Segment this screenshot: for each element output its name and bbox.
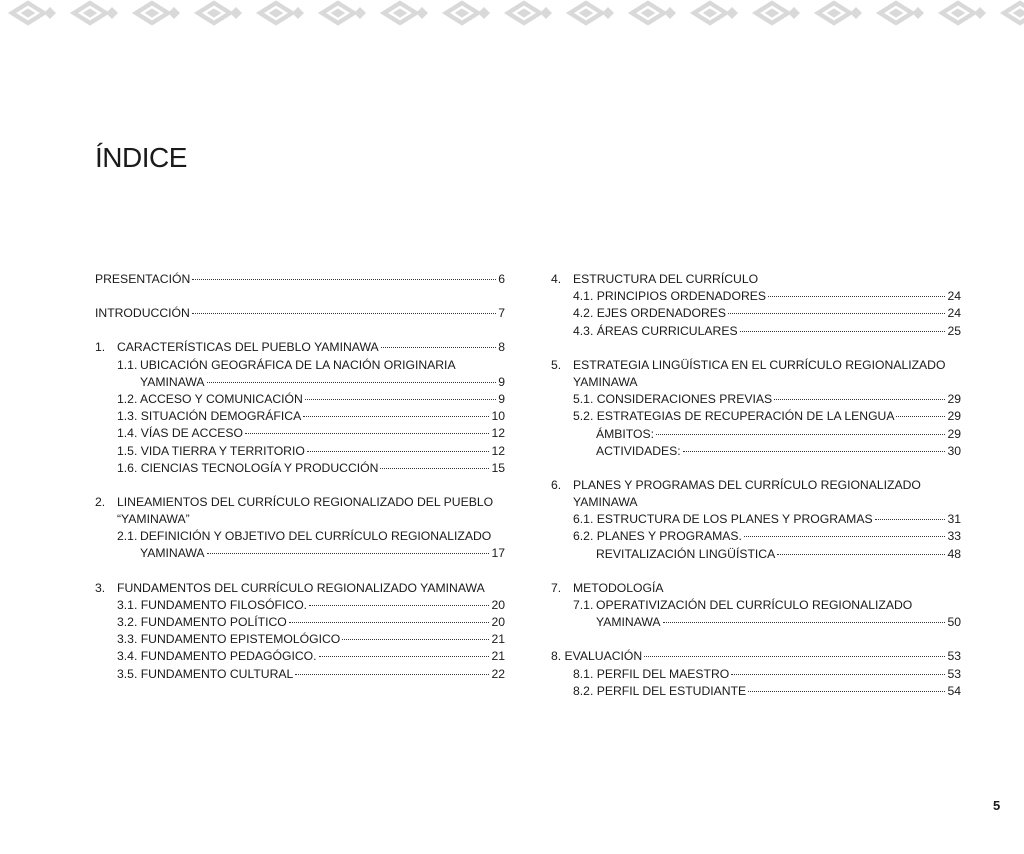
toc-entry-label <box>573 666 961 683</box>
dot-leader <box>728 313 945 314</box>
toc-entry-label <box>117 648 505 665</box>
toc-entry-label <box>596 614 961 631</box>
toc-entry-number: 7.1. <box>573 598 594 612</box>
toc-entry <box>95 580 505 597</box>
toc-entry-label <box>117 580 505 597</box>
dot-leader <box>663 622 946 623</box>
toc-entry-text: 4.1. PRINCIPIOS ORDENADORES <box>573 289 767 304</box>
diamond-motif-icon <box>1001 1 1024 25</box>
toc-entry-page: 30 <box>947 443 961 458</box>
toc-entry-page: 21 <box>491 649 505 664</box>
toc-entry-label <box>117 425 505 442</box>
toc-entry <box>551 374 961 391</box>
toc-entry-label <box>117 391 505 408</box>
toc-entry-text: ESTRATEGIA LINGÜÍSTICA EN EL CURRÍCULO REGIONALIZADO <box>573 357 946 372</box>
toc-entry-label <box>551 648 961 665</box>
toc-entry-text: 1.6. CIENCIAS TECNOLOGÍA Y PRODUCCIÓN <box>117 460 379 475</box>
toc-entry <box>95 614 505 631</box>
toc-entry-text: 3.2. FUNDAMENTO POLÍTICO <box>117 615 287 629</box>
dot-leader <box>207 382 497 383</box>
toc-entry-number: 1.1. <box>117 357 138 372</box>
toc-entry-text: 5.2. ESTRATEGIAS DE RECUPERACIÓN DE LA LENGUA <box>573 409 895 424</box>
dot-leader <box>309 605 489 606</box>
toc-entry <box>551 597 961 614</box>
toc-entry-text: YAMINAWA <box>140 374 205 389</box>
toc-left-column <box>95 271 505 683</box>
dot-leader <box>744 536 946 537</box>
diamond-motif-icon <box>195 1 242 25</box>
toc-entry-label <box>596 546 961 563</box>
toc-entry-page: 8 <box>498 340 505 355</box>
dot-leader <box>774 399 945 400</box>
toc-entry <box>551 580 961 597</box>
toc-entry-page: 24 <box>947 289 961 304</box>
toc-entry-number: 4. <box>551 272 562 286</box>
toc-entry <box>95 460 505 477</box>
dot-leader <box>768 296 945 297</box>
toc-entry-label <box>573 580 961 597</box>
diamond-motif-icon <box>319 1 366 25</box>
toc-entry-label <box>573 408 961 425</box>
toc-entry <box>551 528 961 545</box>
toc-entry-page: 29 <box>947 426 961 441</box>
toc-entry-text: 3.1. FUNDAMENTO FILOSÓFICO. <box>117 597 308 612</box>
toc-entry-text: 1.5. VIDA TIERRA Y TERRITORIO <box>117 443 305 458</box>
toc-entry-label <box>573 323 961 340</box>
toc-entry-text: 8.1. PERFIL DEL MAESTRO <box>573 666 730 681</box>
dot-leader <box>319 656 490 657</box>
toc-entry <box>551 271 961 288</box>
toc-entry <box>95 511 505 528</box>
diamond-motif-icon <box>753 1 800 25</box>
page-number: 5 <box>993 798 1001 813</box>
toc-entry-text: REVITALIZACIÓN LINGÜÍSTICA <box>596 546 776 561</box>
toc-entry <box>95 339 505 356</box>
toc-entry-label <box>573 391 961 408</box>
toc-entry <box>95 597 505 614</box>
dot-leader <box>777 554 945 555</box>
toc-entry <box>551 666 961 683</box>
toc-entry-number: 5. <box>551 357 562 372</box>
diamond-motif-icon <box>939 1 986 25</box>
toc-entry-page: 17 <box>491 546 505 561</box>
toc-entry-text: ESTRUCTURA DEL CURRÍCULO <box>573 272 759 286</box>
toc-entry-page: 15 <box>491 460 505 475</box>
toc-entry <box>95 271 505 288</box>
toc-entry-label <box>117 511 505 528</box>
toc-entry-text: DEFINICIÓN Y OBJETIVO DEL CURRÍCULO REGIONALIZADO <box>140 529 492 544</box>
toc-entry-label <box>596 597 961 614</box>
toc-entry-text: 8.2. PERFIL DEL ESTUDIANTE <box>573 683 747 698</box>
dot-leader <box>342 639 489 640</box>
toc-entry <box>551 614 961 631</box>
toc-entry-text: METODOLOGÍA <box>573 580 664 595</box>
dot-leader <box>748 691 945 692</box>
toc-entry-page: 7 <box>498 306 505 321</box>
diamond-motif-icon <box>381 1 428 25</box>
dot-leader <box>305 399 496 400</box>
diamond-motif-icon <box>443 1 490 25</box>
toc-entry-number: 3. <box>95 580 106 595</box>
toc-entry-page: 12 <box>491 426 505 441</box>
toc-entry-page: 20 <box>491 615 505 629</box>
decorative-border <box>0 0 1024 32</box>
diamond-motif-icon <box>257 1 304 25</box>
toc-entry-number: 2.1. <box>117 529 138 544</box>
toc-entry-page: 31 <box>947 512 961 527</box>
toc-entry-text: ÁMBITOS: <box>596 426 655 441</box>
diamond-motif-icon <box>9 1 56 25</box>
diamond-motif-icon <box>691 1 738 25</box>
toc-entry <box>95 494 505 511</box>
toc-entry-page: 24 <box>947 306 961 321</box>
toc-entry-text: YAMINAWA <box>573 495 638 510</box>
toc-entry <box>551 305 961 322</box>
toc-entry-label <box>117 460 505 477</box>
toc-entry <box>95 374 505 391</box>
toc-entry-text: 6.2. PLANES Y PROGRAMAS. <box>573 529 742 544</box>
toc-entry-label <box>573 494 961 511</box>
toc-entry-page: 29 <box>947 409 961 424</box>
toc-entry-page: 6 <box>498 272 505 286</box>
dot-leader <box>683 451 946 452</box>
toc-right-column <box>551 271 961 700</box>
toc-entry-label <box>573 528 961 545</box>
toc-entry-label <box>140 528 505 545</box>
dot-leader <box>380 468 489 469</box>
toc-entry <box>551 546 961 563</box>
diamond-motif-icon <box>71 1 118 25</box>
dot-leader <box>875 519 946 520</box>
dot-leader <box>896 416 945 417</box>
toc-entry-page: 21 <box>491 632 505 647</box>
toc-entry <box>551 494 961 511</box>
dot-leader <box>381 347 497 348</box>
toc-entry-text: 3.5. FUNDAMENTO CULTURAL <box>117 666 294 681</box>
toc-entry <box>551 648 961 665</box>
toc-entry-page: 10 <box>491 409 505 424</box>
diamond-motif-icon <box>133 1 180 25</box>
toc-entry-text: 6.1. ESTRUCTURA DE LOS PLANES Y PROGRAMAS <box>573 512 873 527</box>
toc-entry-text: YAMINAWA <box>573 374 638 389</box>
toc-entry-page: 54 <box>947 683 961 698</box>
toc-entry-label <box>573 271 961 288</box>
toc-entry-label <box>573 305 961 322</box>
toc-entry-text: 4.2. EJES ORDENADORES <box>573 306 727 321</box>
toc-entry-label <box>117 631 505 648</box>
toc-entry-page: 20 <box>491 597 505 612</box>
toc-entry <box>95 545 505 562</box>
toc-entry-text: 3.3. FUNDAMENTO EPISTEMOLÓGICO <box>117 632 341 647</box>
toc-entry-text: UBICACIÓN GEOGRÁFICA DE LA NACIÓN ORIGINARIA <box>140 357 456 372</box>
toc-entry-label <box>573 357 961 374</box>
toc-entry-page: 9 <box>498 391 505 406</box>
toc-entry <box>551 443 961 460</box>
toc-entry <box>551 477 961 494</box>
toc-entry-page: 12 <box>491 443 505 458</box>
toc-entry-text: YAMINAWA <box>140 546 205 561</box>
toc-entry-label <box>117 339 505 356</box>
toc-entry-page: 33 <box>947 529 961 544</box>
toc-entry-text: PLANES Y PROGRAMAS DEL CURRÍCULO REGIONALIZADO <box>573 477 921 492</box>
diamond-motif-icon <box>815 1 862 25</box>
toc-entry-label <box>573 477 961 494</box>
toc-entry-text: ACTIVIDADES: <box>596 443 681 458</box>
toc-entry-label <box>573 511 961 528</box>
toc-entry-number: 2. <box>95 494 106 509</box>
toc-entry <box>95 648 505 665</box>
toc-entry-page: 48 <box>947 546 961 561</box>
toc-entry-text: 4.3. ÁREAS CURRICULARES <box>573 323 738 338</box>
toc-entry-text: 3.4. FUNDAMENTO PEDAGÓGICO. <box>117 649 317 664</box>
toc-entry <box>551 408 961 425</box>
toc-entry <box>95 631 505 648</box>
dot-leader <box>289 622 490 623</box>
toc-entry <box>95 408 505 425</box>
border-pattern-icon <box>0 0 1024 32</box>
toc-entry-label <box>95 305 505 322</box>
toc-entry-page: 9 <box>498 374 505 389</box>
toc-entry-label <box>573 288 961 305</box>
toc-entry-text: FUNDAMENTOS DEL CURRÍCULO REGIONALIZADO YAMINAWA <box>117 580 485 595</box>
toc-entry-number: 6. <box>551 477 562 492</box>
toc-entry <box>551 511 961 528</box>
toc-entry-label <box>140 374 505 391</box>
toc-entry-text: INTRODUCCIÓN <box>95 306 190 321</box>
dot-leader <box>192 279 496 280</box>
dot-leader <box>192 313 496 314</box>
toc-entry-text: 1.3. SITUACIÓN DEMOGRÁFICA <box>117 409 302 424</box>
toc-entry-label <box>140 545 505 562</box>
toc-entry-text: PRESENTACIÓN <box>95 272 191 286</box>
toc-entry <box>551 357 961 374</box>
diamond-motif-icon <box>567 1 614 25</box>
toc-entry-label <box>117 443 505 460</box>
dot-leader <box>207 553 490 554</box>
toc-entry-label <box>117 666 505 683</box>
dot-leader <box>644 656 945 657</box>
toc-entry-page: 50 <box>947 615 961 630</box>
toc-entry <box>95 391 505 408</box>
toc-entry-page: 53 <box>947 649 961 664</box>
toc-entry <box>95 305 505 322</box>
toc-entry <box>551 426 961 443</box>
toc-entry-text: “YAMINAWA” <box>117 512 190 527</box>
toc-entry-text: LINEAMIENTOS DEL CURRÍCULO REGIONALIZADO DEL PUEBLO <box>117 494 494 509</box>
toc-entry-label <box>140 357 505 374</box>
toc-entry <box>551 288 961 305</box>
toc-entry-page: 22 <box>491 666 505 681</box>
page-title: ÍNDICE <box>95 142 187 173</box>
toc-entry-text: 5.1. CONSIDERACIONES PREVIAS <box>573 392 773 407</box>
toc-entry <box>95 357 505 374</box>
toc-entry-label <box>117 408 505 425</box>
toc-entry <box>95 528 505 545</box>
toc-entry-label <box>596 443 961 460</box>
toc-entry-label <box>573 374 961 391</box>
toc-entry-label <box>117 614 505 631</box>
toc-entry-number: 7. <box>551 580 562 595</box>
toc-entry-text: YAMINAWA <box>596 615 661 630</box>
dot-leader <box>656 434 945 435</box>
toc-entry-label <box>117 494 505 511</box>
toc-entry <box>551 683 961 700</box>
toc-entry-number: 1. <box>95 340 106 355</box>
toc-entry-page: 53 <box>947 666 961 681</box>
diamond-motif-icon <box>505 1 552 25</box>
dot-leader <box>295 674 489 675</box>
toc-entry-text: 1.2. ACCESO Y COMUNICACIÓN <box>117 391 303 406</box>
toc-entry-text: 1.4. VÍAS DE ACCESO <box>117 426 243 441</box>
diamond-motif-icon <box>877 1 924 25</box>
toc-entry-text: OPERATIVIZACIÓN DEL CURRÍCULO REGIONALIZADO <box>596 598 913 612</box>
toc-entry-text: 8. EVALUACIÓN <box>551 649 643 664</box>
toc-entry-text: CARACTERÍSTICAS DEL PUEBLO YAMINAWA <box>117 340 379 355</box>
toc-entry <box>95 666 505 683</box>
toc-entry <box>551 391 961 408</box>
dot-leader <box>245 433 489 434</box>
toc-entry-page: 29 <box>947 392 961 407</box>
toc-entry-page: 25 <box>947 323 961 338</box>
toc-entry <box>95 443 505 460</box>
toc-entry-label <box>573 683 961 700</box>
dot-leader <box>307 451 490 452</box>
toc-entry-label <box>95 271 505 288</box>
toc-entry-label <box>596 426 961 443</box>
toc-entry <box>95 425 505 442</box>
dot-leader <box>731 674 945 675</box>
diamond-motif-icon <box>629 1 676 25</box>
dot-leader <box>303 416 489 417</box>
dot-leader <box>740 331 946 332</box>
toc-entry-label <box>117 597 505 614</box>
toc-entry <box>551 323 961 340</box>
